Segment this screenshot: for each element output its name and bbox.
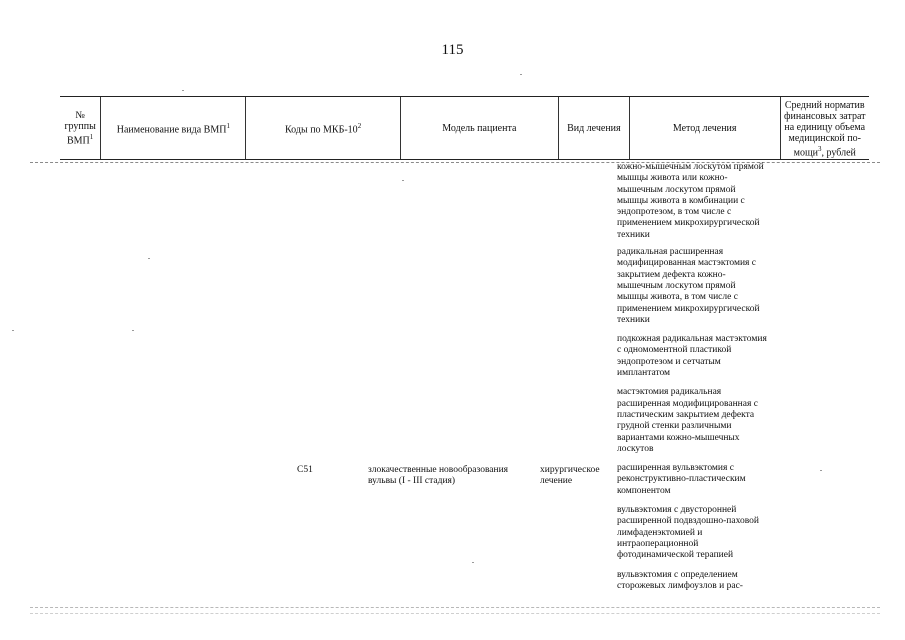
icd-code-cell: C51 — [297, 465, 313, 475]
scan-speck — [820, 470, 822, 471]
header-treatment-method: Метод лечения — [630, 97, 781, 159]
header-icd-codes: Коды по МКБ-$10^2$ — [246, 97, 400, 159]
header-cost-norm: Средний норматив финансовых затрат на единицу объема медицинской по-мощи$^3$, рублей — [783, 99, 866, 159]
method-item: кожно-мышечным лоскутом прямой мышцы живота или кожно-мышечным лоскутом прямой мышцы живота в комбинации с эндопротезом, в том числе с применением микрохирургической техники — [617, 162, 764, 240]
page-bottom-rule — [30, 607, 880, 608]
scan-speck — [182, 90, 184, 91]
scan-speck — [472, 562, 474, 563]
scan-speck — [148, 258, 150, 259]
scan-speck — [402, 180, 404, 181]
method-item: радикальная расширенная модифицированная мастэктомия с закрытием дефекта кожно-мышечным лоскутом прямой мышцы живота, в том числе с применением микрохирургической техники — [617, 247, 760, 325]
header-patient-model: Модель пациента — [401, 97, 559, 159]
table-header — [60, 96, 869, 160]
method-item: вульвэктомия с двусторонней расширенной подвздошно-паховой лимфаденэктомией и интраоперационной фотодинамической терапией — [617, 505, 759, 561]
scan-speck — [132, 330, 134, 331]
header-vmp-name: Наименование вида ВМП$^1$ — [101, 97, 246, 159]
method-item: расширенная вульвэктомия с реконструктивно-пластическим компонентом — [617, 463, 746, 496]
page-bottom-rule-faint — [30, 613, 880, 614]
scan-speck — [12, 330, 14, 331]
method-item: вульвэктомия с определением сторожевых лимфоузлов и рас- — [617, 569, 743, 591]
scan-speck — [520, 74, 522, 75]
page-number: 115 — [441, 42, 464, 58]
treatment-method-column — [617, 162, 769, 600]
treatment-type-cell: хирургическое лечение — [540, 465, 600, 487]
patient-model-cell: злокачественные новообразования вульвы (I - III стадия) — [368, 465, 509, 487]
method-item: подкожная радикальная мастэктомия с одномоментной пластикой эндопротезом и сетчатым имплантатом — [617, 334, 767, 379]
header-treatment-type: Вид лечения — [559, 97, 630, 159]
header-group-number: № группы ВМП$^1$ — [60, 97, 101, 159]
method-item: мастэктомия радикальная расширенная модифицированная с пластическим закрытием дефекта грудной стенки различными вариантами кожно-мышечных лоскутов — [617, 387, 758, 454]
